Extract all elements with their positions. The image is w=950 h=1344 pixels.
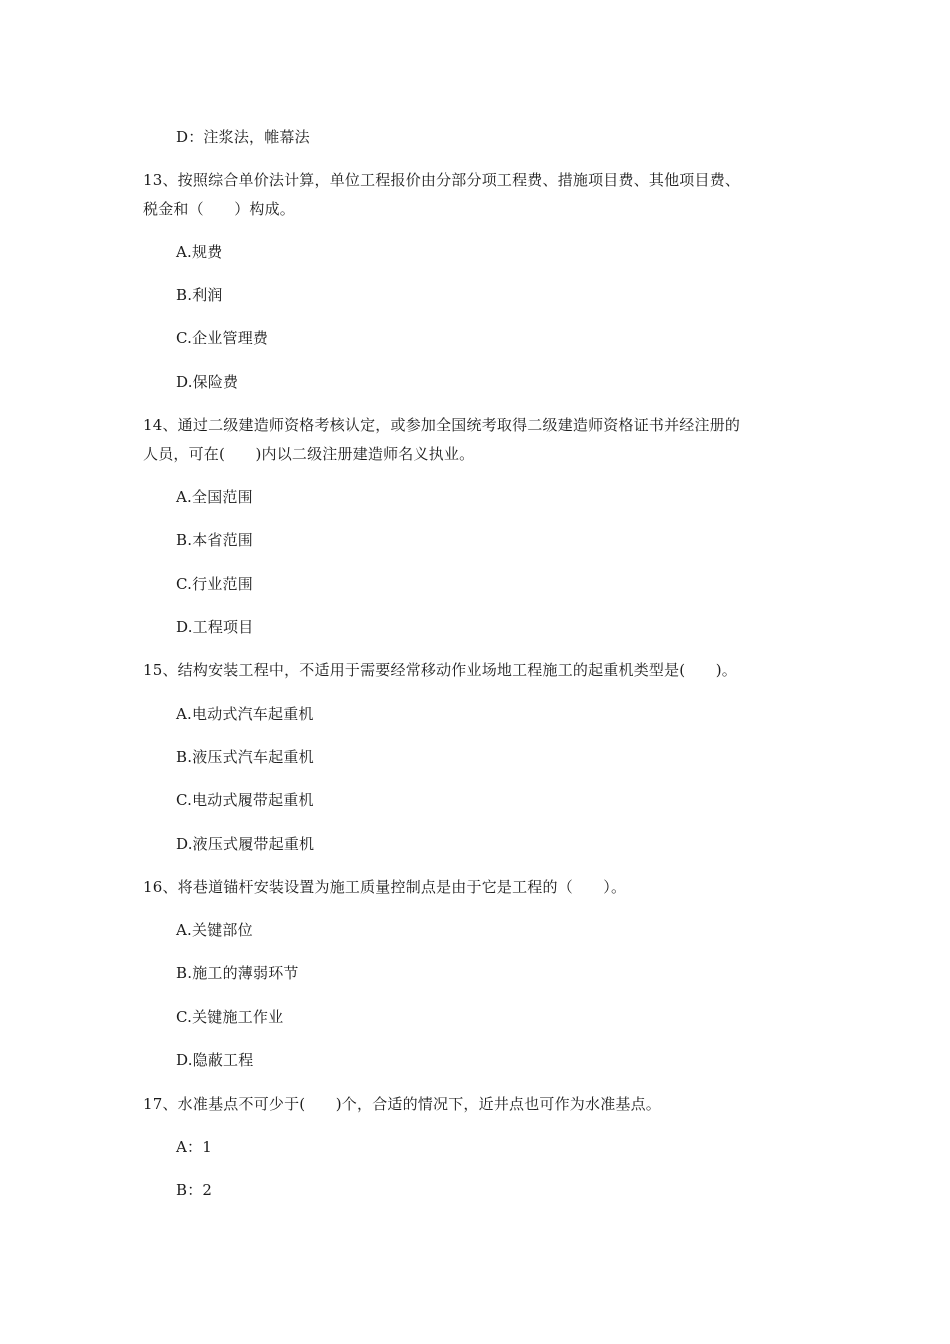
q16-option-a: A.关键部位: [176, 921, 253, 939]
q13-option-c: C.企业管理费: [176, 329, 269, 347]
q14-question-line-1: 14、通过二级建造师资格考核认定，或参加全国统考取得二级建造师资格证书并经注册的: [143, 416, 741, 434]
q17-option-a: A：1: [176, 1138, 212, 1156]
q15-option-b: B.液压式汽车起重机: [176, 748, 314, 766]
q14-option-d: D.工程项目: [176, 618, 254, 636]
q14-option-b: B.本省范围: [176, 531, 253, 549]
q13-question-line-2: 税金和（ ）构成。: [143, 200, 296, 218]
q14-option-c: C.行业范围: [176, 575, 253, 593]
q13-option-a: A.规费: [176, 243, 223, 261]
q17-option-b: B：2: [176, 1181, 213, 1199]
q13-question-line-1: 13、按照综合单价法计算，单位工程报价由分部分项工程费、措施项目费、其他项目费、: [143, 171, 741, 189]
q16-option-c: C.关键施工作业: [176, 1008, 284, 1026]
q14-option-a: A.全国范围: [176, 488, 253, 506]
q14-question-line-2: 人员，可在( )内以二级注册建造师名义执业。: [143, 445, 475, 463]
q16-option-b: B.施工的薄弱环节: [176, 964, 299, 982]
q15-option-d: D.液压式履带起重机: [176, 835, 315, 853]
q15-question-line-1: 15、结构安装工程中，不适用于需要经常移动作业场地工程施工的起重机类型是( )。: [143, 661, 737, 679]
q16-question-line-1: 16、将巷道锚杆安装设置为施工质量控制点是由于它是工程的（ ）。: [143, 878, 627, 896]
q15-option-a: A.电动式汽车起重机: [176, 705, 314, 723]
q15-option-c: C.电动式履带起重机: [176, 791, 314, 809]
q13-option-b: B.利润: [176, 286, 223, 304]
q13-option-d: D.保险费: [176, 373, 239, 391]
q12-option-d: D：注浆法，帷幕法: [176, 128, 310, 146]
q16-option-d: D.隐蔽工程: [176, 1051, 254, 1069]
q17-question-line-1: 17、水准基点不可少于( )个，合适的情况下，近井点也可作为水准基点。: [143, 1095, 661, 1113]
